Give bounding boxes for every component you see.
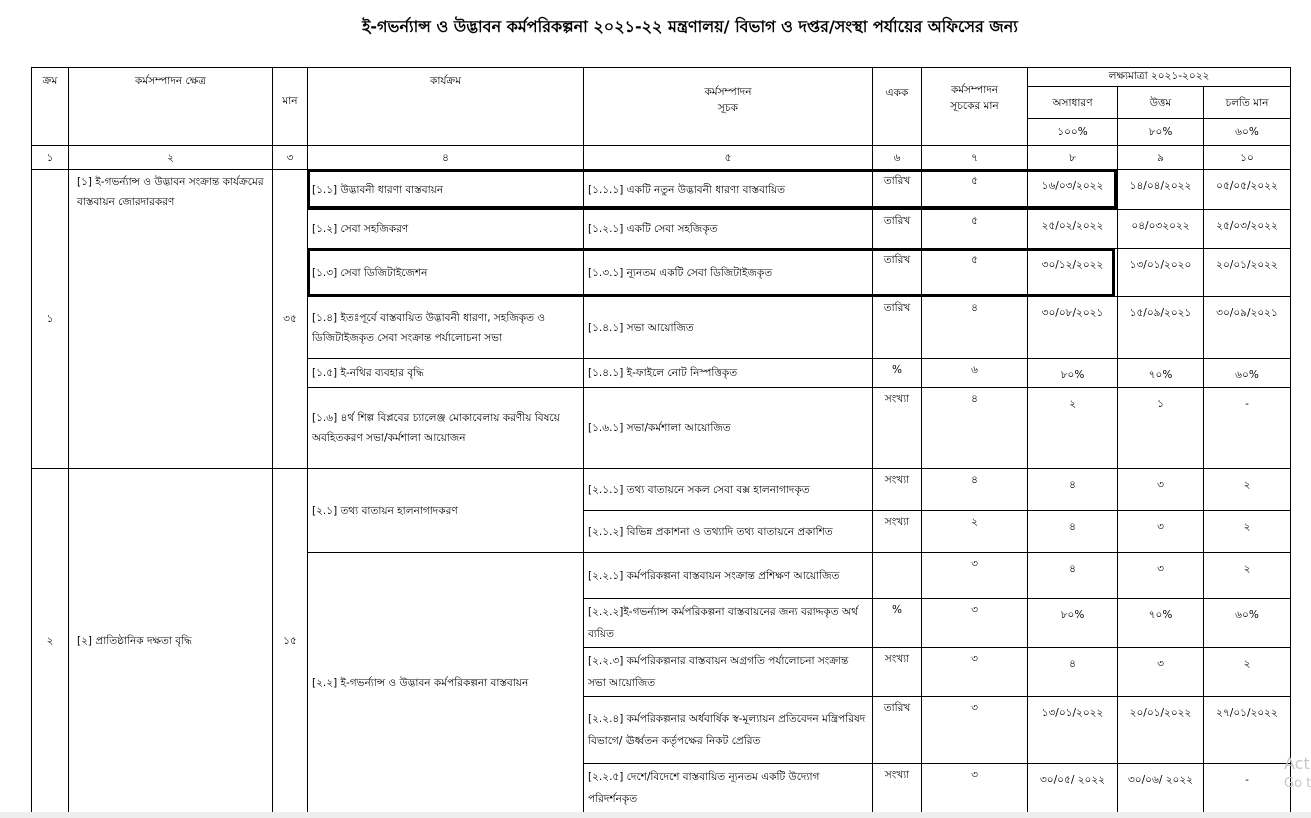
row-target: ২০/০১/২০২২ [1118, 697, 1204, 764]
row-ekok: তারিখ [873, 210, 922, 249]
bottom-bar [0, 812, 1311, 818]
table-row [32, 170, 1291, 210]
header-level: উত্তম [1118, 87, 1204, 119]
header-percent: ৮০% [1118, 119, 1204, 146]
row-ekok: তারিখ [873, 297, 922, 359]
row-karjokrom: [১.৬] ৪র্থ শিল্প বিপ্লবের চ্যালেঞ্জ মোকাবেলায় করণীয় বিষয়ে অবহিতকরণ সভা/কর্মশালা আয়োজন [308, 388, 584, 469]
row-target: ৩০/০৯/২০২১ [1204, 297, 1291, 359]
row-target: ০৫/০৫/২০২২ [1204, 170, 1291, 210]
row-suchok: [১.৪.১] ই-ফাইলে নোট নিস্পত্তিকৃত [584, 359, 873, 388]
row-kshetro: [২] প্রাতিষ্ঠানিক দক্ষতা বৃদ্ধি [69, 469, 273, 813]
row-target: ২০/০১/২০২২ [1204, 249, 1291, 297]
row-suchok: [১.১.১] একটি নতুন উদ্ভাবনী ধারণা বাস্তবায়িত [584, 170, 873, 210]
watermark-line-1: Act [1284, 754, 1310, 773]
column-number: ১ [32, 146, 69, 170]
header-karjokrom: কার্যক্রম [308, 68, 584, 146]
row-target: ২৫/০২/২০২২ [1028, 210, 1118, 249]
row-karjokrom: [১.২] সেবা সহজিকরণ [308, 210, 584, 249]
row-ekok [873, 553, 922, 599]
row-target: ৪ [1028, 511, 1118, 553]
row-suchok-man: ৩ [922, 599, 1028, 648]
row-target: ৩ [1118, 469, 1204, 511]
column-number: ৭ [922, 146, 1028, 170]
row-target: ১ [1118, 388, 1204, 469]
row-target: ২ [1204, 553, 1291, 599]
row-suchok: [১.৪.১] সভা আয়োজিত [584, 297, 873, 359]
row-suchok-man: ৫ [922, 170, 1028, 210]
row-target: - [1204, 764, 1291, 813]
row-suchok: [১.৬.১] সভা/কর্মশালা আয়োজিত [584, 388, 873, 469]
header-percent: ৬০% [1204, 119, 1291, 146]
row-suchok-man: ৬ [922, 359, 1028, 388]
row-target: ৮০% [1028, 599, 1118, 648]
row-target: ২ [1204, 648, 1291, 697]
row-target: ০৪/০৩২০২২ [1118, 210, 1204, 249]
row-karjokrom: [২.১] তথ্য বাতায়ন হালনাগাদকরণ [308, 469, 584, 553]
table-row [32, 146, 1291, 170]
table-row [32, 469, 1291, 511]
row-ekok: সংখ্যা [873, 511, 922, 553]
row-target: ১৬/০৩/২০২২ [1028, 170, 1118, 210]
row-target: ২ [1028, 388, 1118, 469]
row-target: ৪ [1028, 648, 1118, 697]
header-level: চলতি মান [1204, 87, 1291, 119]
header-level: অসাধারণ [1028, 87, 1118, 119]
row-man: ৩৫ [273, 170, 308, 469]
row-ekok: % [873, 599, 922, 648]
header-man: মান [273, 68, 308, 146]
row-target: ৩০/০৮/২০২১ [1028, 297, 1118, 359]
row-suchok: [২.২.২]ই-গভর্ন্যান্স কর্মপরিকল্পনা বাস্তবায়নের জন্য বরাদ্দকৃত অর্থ ব্যয়িত [584, 599, 873, 648]
watermark-line-2: Go t [1284, 776, 1311, 791]
row-karjokrom: [১.১] উদ্ভাবনী ধারণা বাস্তবায়ন [308, 170, 584, 210]
row-target: ৬০% [1204, 359, 1291, 388]
column-number: ৮ [1028, 146, 1118, 170]
row-ekok: তারিখ [873, 697, 922, 764]
column-number: ৫ [584, 146, 873, 170]
row-target: ৬০% [1204, 599, 1291, 648]
row-suchok-man: ৩ [922, 553, 1028, 599]
row-target: ১৪/০৪/২০২২ [1118, 170, 1204, 210]
row-target: ৮০% [1028, 359, 1118, 388]
row-target: ১৩/০১/২০২২ [1028, 697, 1118, 764]
row-suchok-man: ২ [922, 511, 1028, 553]
row-target: ৩ [1118, 511, 1204, 553]
row-target: ৩ [1118, 648, 1204, 697]
row-target: ২৭/০১/২০২২ [1204, 697, 1291, 764]
row-suchok-man: ৩ [922, 648, 1028, 697]
header-kshetro: কর্মসম্পাদন ক্ষেত্র [69, 68, 273, 146]
row-target: ২ [1204, 511, 1291, 553]
column-number: ৩ [273, 146, 308, 170]
row-karjokrom: [১.৪] ইতঃপূর্বে বাস্তবায়িত উদ্ভাবনী ধারণা, সহজিকৃত ও ডিজিটাইজকৃত সেবা সংক্রান্ত পর্যালোচনা সভা [308, 297, 584, 359]
row-ekok: % [873, 359, 922, 388]
row-suchok: [২.১.২] বিভিন্ন প্রকাশনা ও তথ্যাদি তথ্য বাতায়নে প্রকাশিত [584, 511, 873, 553]
row-ekok: তারিখ [873, 170, 922, 210]
row-ekok: তারিখ [873, 249, 922, 297]
row-suchok-man: ৪ [922, 388, 1028, 469]
row-target: ৩ [1118, 553, 1204, 599]
header-suchok-man: কর্মসম্পাদন সূচকের মান [922, 68, 1028, 146]
row-ekok: সংখ্যা [873, 388, 922, 469]
row-ekok: সংখ্যা [873, 648, 922, 697]
column-number: ১০ [1204, 146, 1291, 170]
header-lokkhomatra: লক্ষ্যমাত্রা ২০২১-২০২২ [1028, 68, 1291, 87]
row-suchok: [২.২.৩] কর্মপরিকল্পনার বাস্তবায়ন অগ্রগতি পর্যালোচনা সংক্রান্ত সভা আয়োজিত [584, 648, 873, 697]
row-suchok: [২.২.৫] দেশে/বিদেশে বাস্তবায়িত ন্যূনতম একটি উদ্যোগ পরিদর্শনকৃত [584, 764, 873, 813]
row-suchok: [২.১.১] তথ্য বাতায়নে সকল সেবা বক্স হালনাগাদকৃত [584, 469, 873, 511]
row-karjokrom: [২.২] ই-গভর্ন্যান্স ও উদ্ভাবন কর্মপরিকল্পনা বাস্তবায়ন [308, 553, 584, 813]
row-suchok-man: ৫ [922, 210, 1028, 249]
row-suchok-man: ৩ [922, 764, 1028, 813]
row-krom: ২ [32, 469, 69, 813]
row-target: ৩০/০৫/ ২০২২ [1028, 764, 1118, 813]
row-suchok-man: ৫ [922, 249, 1028, 297]
row-target: ৩০/১২/২০২২ [1028, 249, 1118, 297]
row-kshetro: [১] ই-গভর্ন্যান্স ও উদ্ভাবন সংক্রান্ত কার্যক্রমের বাস্তবায়ন জোরদারকরণ [69, 170, 273, 469]
row-target: - [1204, 388, 1291, 469]
row-karjokrom: [১.৩] সেবা ডিজিটাইজেশন [308, 249, 584, 297]
header-suchok: কর্মসম্পাদন সূচক [584, 68, 873, 146]
column-number: ৪ [308, 146, 584, 170]
row-target: ১৩/০১/২০২০ [1118, 249, 1204, 297]
row-target: ২ [1204, 469, 1291, 511]
row-target: ৭০% [1118, 359, 1204, 388]
column-number: ২ [69, 146, 273, 170]
column-number: ৯ [1118, 146, 1204, 170]
action-plan-table [31, 67, 1291, 813]
row-suchok: [১.৩.১] ন্যূনতম একটি সেবা ডিজিটাইজকৃত [584, 249, 873, 297]
column-number: ৬ [873, 146, 922, 170]
header-krom: ক্রম [32, 68, 69, 146]
row-target: ৩০/০৬/ ২০২২ [1118, 764, 1204, 813]
row-suchok-man: ৪ [922, 469, 1028, 511]
row-target: ৭০% [1118, 599, 1204, 648]
row-suchok-man: ৩ [922, 697, 1028, 764]
row-suchok: [২.২.৪] কর্মপরিকল্পনার অর্ধবার্ষিক স্ব-মূল্যায়ন প্রতিবেদন মন্ত্রিপরিষদ বিভাগে/ ঊর্ধ্বতন কর্তৃপক্ষের নিকট প্রেরিত [584, 697, 873, 764]
header-percent: ১০০% [1028, 119, 1118, 146]
row-krom: ১ [32, 170, 69, 469]
row-ekok: সংখ্যা [873, 469, 922, 511]
table-row [32, 68, 1291, 87]
row-target: ২৫/০৩/২০২২ [1204, 210, 1291, 249]
row-karjokrom: [১.৫] ই-নথির ব্যবহার বৃদ্ধি [308, 359, 584, 388]
row-man: ১৫ [273, 469, 308, 813]
row-suchok-man: ৪ [922, 297, 1028, 359]
row-suchok: [২.২.১] কর্মপরিকল্পনা বাস্তবায়ন সংক্রান্ত প্রশিক্ষণ আয়োজিত [584, 553, 873, 599]
row-ekok: সংখ্যা [873, 764, 922, 813]
row-target: ১৫/০৯/২০২১ [1118, 297, 1204, 359]
document-title: ই-গভর্ন্যান্স ও উদ্ভাবন কর্মপরিকল্পনা ২০২১-২২ মন্ত্রণালয়/ বিভাগ ও দপ্তর/সংস্থা পর্যায়ের অফিসের জন্য [362, 17, 1018, 36]
row-target: ৪ [1028, 553, 1118, 599]
row-target: ৪ [1028, 469, 1118, 511]
header-ekok: একক [873, 68, 922, 146]
row-suchok: [১.২.১] একটি সেবা সহজিকৃত [584, 210, 873, 249]
